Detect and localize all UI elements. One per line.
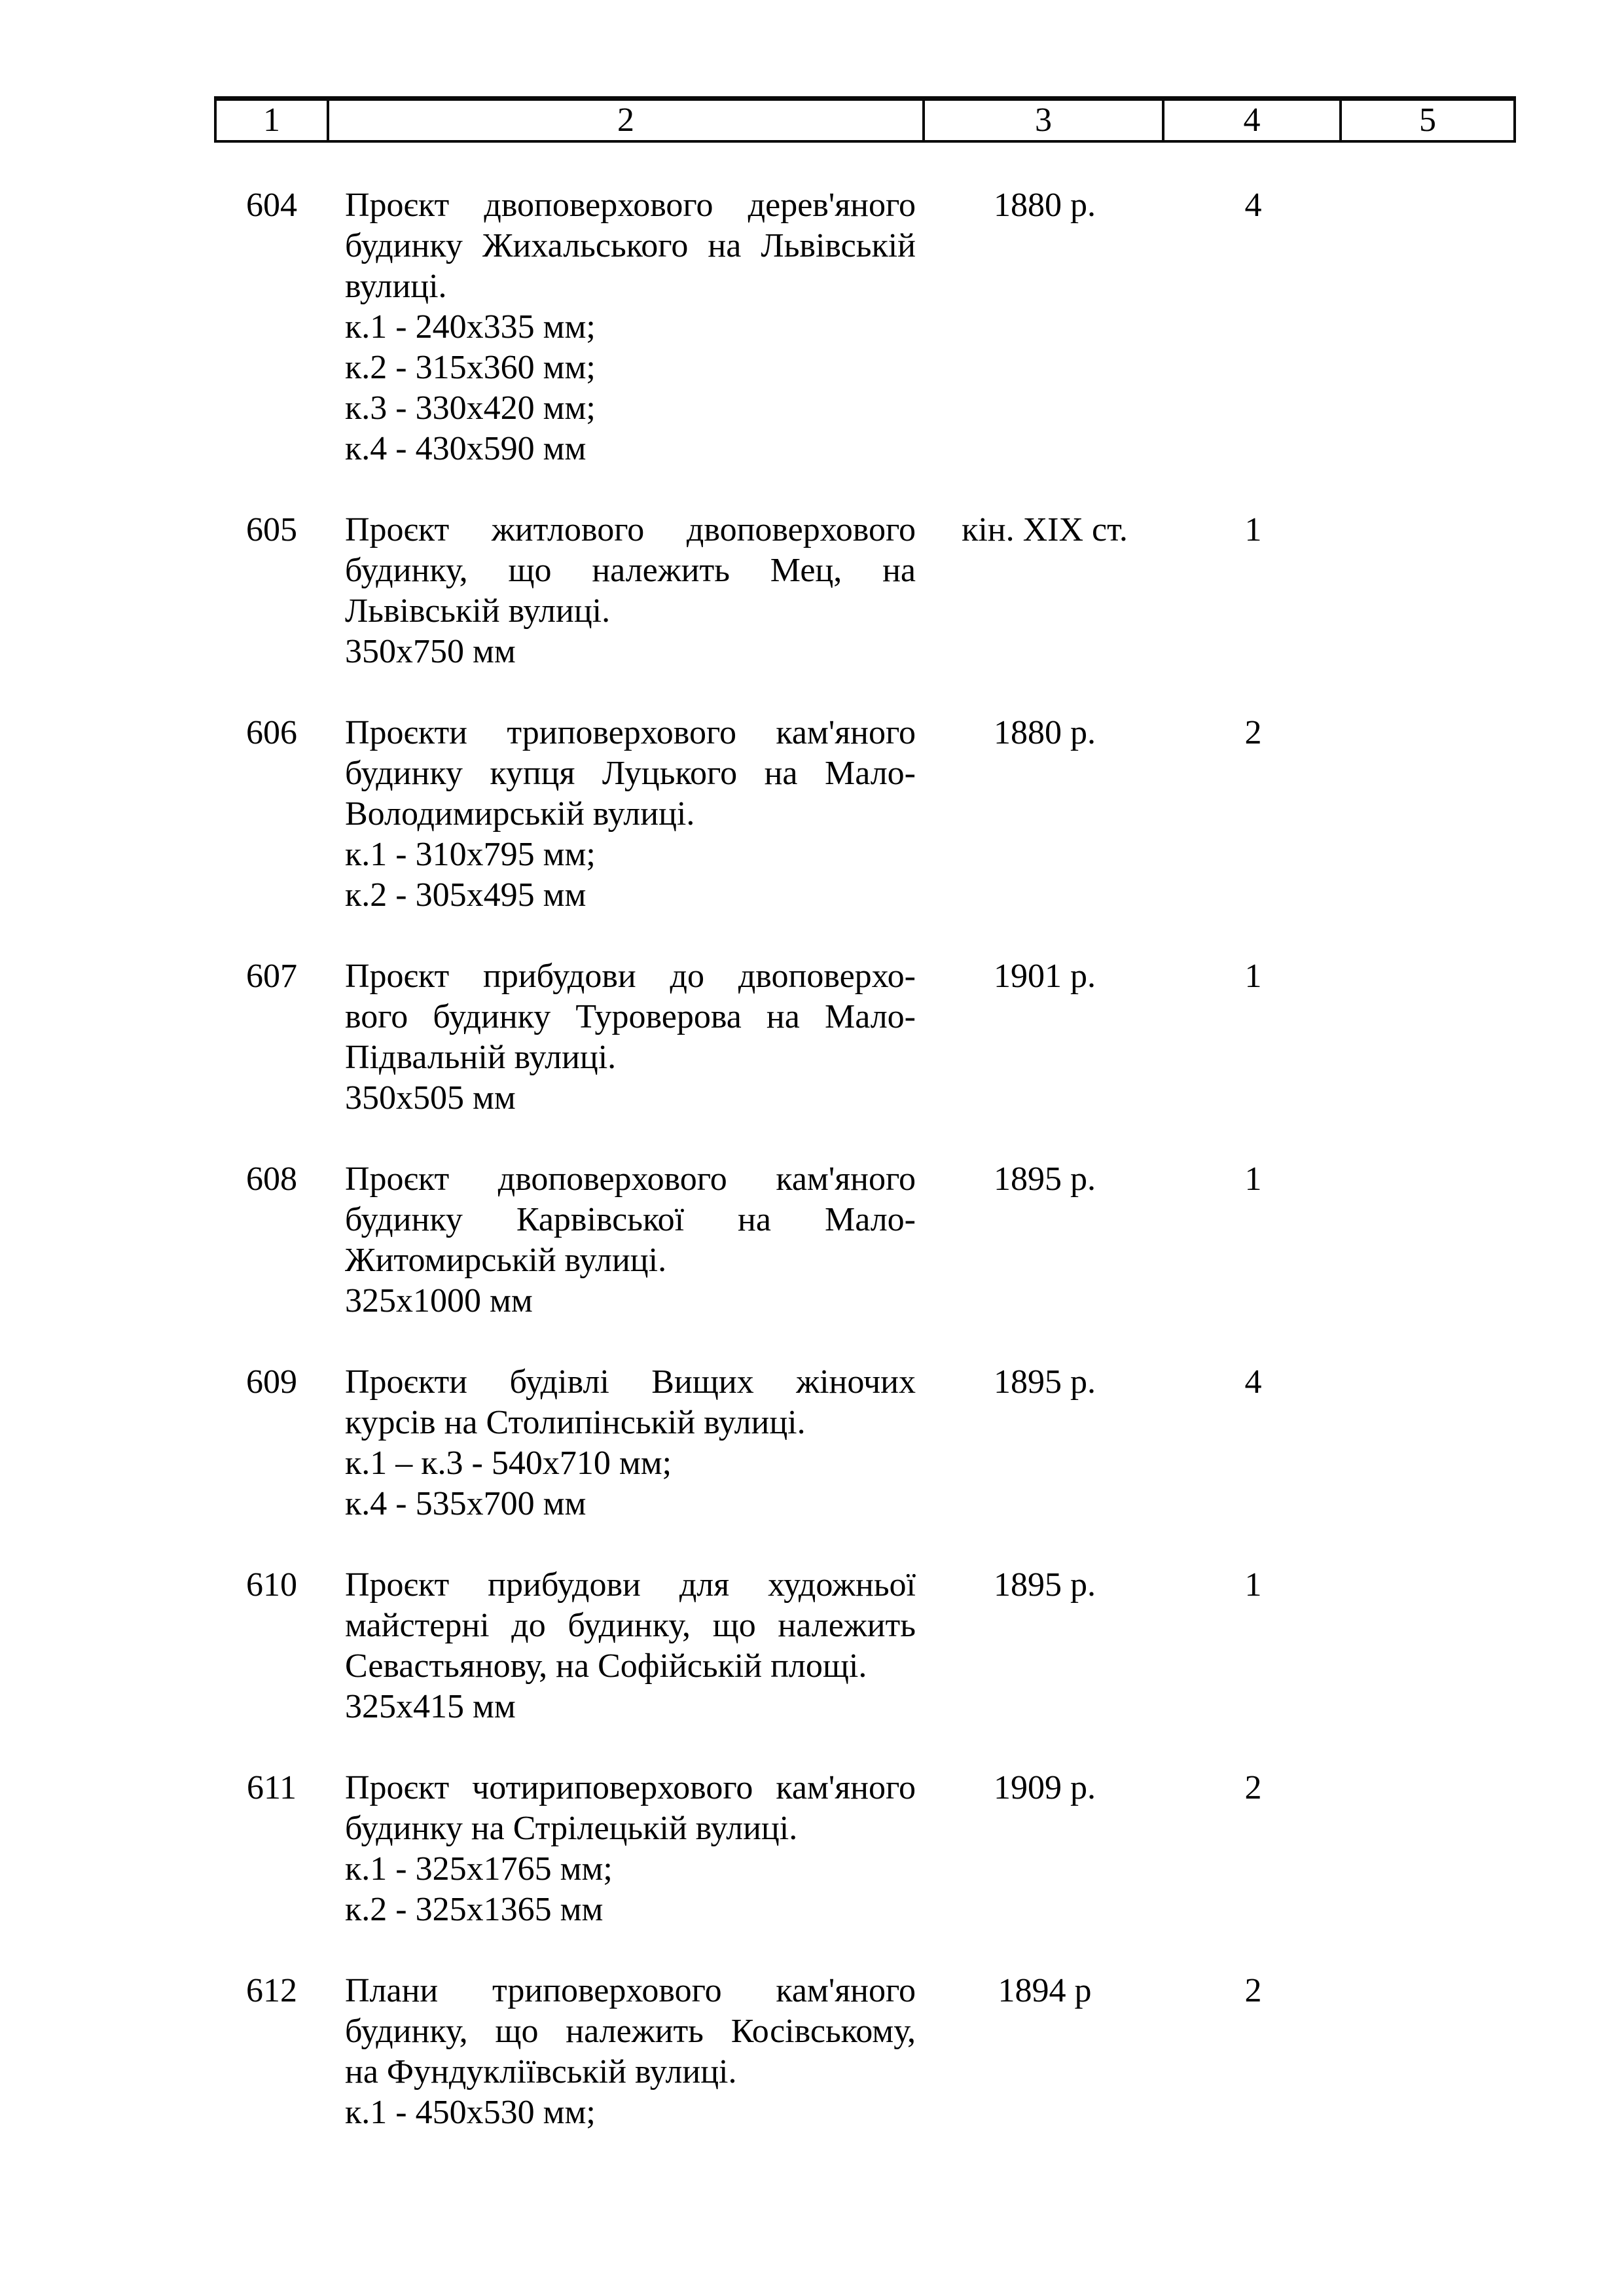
description-line: будинку на Стрілецькій вулиці. [345, 1810, 798, 1847]
dimension-line: к.4 - 430х590 мм [345, 430, 586, 467]
dimension-line: к.1 - 310х795 мм; [345, 836, 596, 873]
entry-description [329, 713, 925, 916]
entry-date: 1880 р. [994, 714, 1096, 751]
table-row [214, 510, 1516, 672]
entry-empty-cell [1342, 1159, 1516, 1200]
dimension-line: 325х415 мм [345, 1688, 516, 1725]
entry-description [329, 1768, 925, 1930]
entry-number: 612 [246, 1972, 297, 2009]
entry-count: 2 [1244, 714, 1262, 751]
entry-empty-cell [1342, 1362, 1516, 1403]
description-line: будинку, що належить Мец, на [345, 552, 916, 589]
entry-description [329, 956, 925, 1119]
dimension-line: к.1 - 240х335 мм; [345, 308, 596, 346]
description-line: будинку, що належить Косівському, [345, 2013, 916, 2050]
description-line: Проєкт чотириповерхового кам'яного [345, 1769, 916, 1806]
entry-empty-cell [1342, 713, 1516, 753]
description-line: Севастьянову, на Софійській площі. [345, 1647, 867, 1685]
description-line: Львівській вулиці. [345, 592, 611, 630]
table-row [214, 1565, 1516, 1727]
description-line: Володимирській вулиці. [345, 795, 695, 833]
entry-empty-cell [1342, 1768, 1516, 1808]
description-line: вулиці. [345, 268, 447, 305]
description-line: майстерні до будинку, що належить [345, 1607, 916, 1644]
dimension-line: к.2 - 325х1365 мм [345, 1891, 604, 1928]
dimension-line: к.3 - 330х420 мм; [345, 389, 596, 427]
description-line: курсів на Столипінській вулиці. [345, 1404, 806, 1441]
entry-count: 1 [1244, 1566, 1262, 1604]
description-line: Проєкти будівлі Вищих жіночих [345, 1363, 916, 1401]
entry-description [329, 1159, 925, 1321]
description-line: Підвальній вулиці. [345, 1039, 617, 1076]
dimension-line: 350х750 мм [345, 633, 516, 670]
dimension-line: к.2 - 305х495 мм [345, 876, 586, 914]
description-line: Проєкт двоповерхового дерев'яного [345, 187, 916, 224]
description-line: Проєкт прибудови до двоповерхо- [345, 958, 916, 995]
entry-number: 608 [246, 1160, 297, 1198]
entry-date: 1901 р. [994, 958, 1096, 995]
dimension-line: к.2 - 315х360 мм; [345, 349, 596, 386]
column-header-4: 4 [1164, 101, 1342, 140]
description-line: Плани триповерхового кам'яного [345, 1972, 916, 2009]
entry-count: 1 [1244, 1160, 1262, 1198]
entry-date: кін. XIX ст. [962, 511, 1128, 548]
entry-date: 1909 р. [994, 1769, 1096, 1806]
entry-number: 606 [246, 714, 297, 751]
column-header-2: 2 [329, 101, 925, 140]
description-line: на Фундукліївській вулиці. [345, 2053, 737, 2090]
description-line: Проєкт прибудови для художньої [345, 1566, 916, 1604]
entry-empty-cell [1342, 185, 1516, 226]
entry-count: 1 [1244, 511, 1262, 548]
table-row [214, 1362, 1516, 1524]
column-header-1: 1 [217, 101, 329, 140]
entry-description [329, 1565, 925, 1727]
column-header-3: 3 [925, 101, 1164, 140]
table-row [214, 185, 1516, 469]
table-row [214, 713, 1516, 916]
entry-date: 1894 р [998, 1972, 1092, 2009]
entry-date: 1895 р. [994, 1566, 1096, 1604]
dimension-line: к.1 – к.3 - 540х710 мм; [345, 1444, 672, 1482]
entry-number: 609 [246, 1363, 297, 1401]
description-line: будинку Карвівської на Мало- [345, 1201, 916, 1238]
column-header-5: 5 [1419, 101, 1436, 139]
entry-date: 1895 р. [994, 1363, 1096, 1401]
dimension-line: к.4 - 535х700 мм [345, 1485, 586, 1522]
description-line: Житомирській вулиці. [345, 1242, 667, 1279]
entry-number: 605 [246, 511, 297, 548]
table-row [214, 956, 1516, 1119]
table-row [214, 1971, 1516, 2133]
description-line: Проєкт житлового двоповерхового [345, 511, 916, 548]
dimension-line: к.1 - 450х530 мм; [345, 2094, 596, 2131]
entry-count: 4 [1244, 187, 1262, 224]
entry-number: 610 [246, 1566, 297, 1604]
entry-empty-cell [1342, 1565, 1516, 1605]
entries [214, 185, 1516, 2174]
entry-number: 611 [246, 1769, 297, 1806]
entry-date: 1895 р. [994, 1160, 1096, 1198]
description-line: Проєкт двоповерхового кам'яного [345, 1160, 916, 1198]
description-line: Проєкти триповерхового кам'яного [345, 714, 916, 751]
entry-description [329, 1971, 925, 2133]
entry-date: 1880 р. [994, 187, 1096, 224]
entry-empty-cell [1342, 1971, 1516, 2011]
description-line: вого будинку Туроверова на Мало- [345, 998, 916, 1035]
entry-empty-cell [1342, 956, 1516, 997]
description-line: будинку Жихальського на Львівській [345, 227, 916, 264]
entry-number: 604 [246, 187, 297, 224]
entry-count: 4 [1244, 1363, 1262, 1401]
dimension-line: 350х505 мм [345, 1079, 516, 1117]
description-line: будинку купця Луцького на Мало- [345, 755, 916, 792]
dimension-line: к.1 - 325х1765 мм; [345, 1850, 613, 1888]
dimension-line: 325х1000 мм [345, 1282, 533, 1319]
entry-count: 2 [1244, 1769, 1262, 1806]
entry-count: 2 [1244, 1972, 1262, 2009]
entry-description [329, 185, 925, 469]
entry-description [329, 1362, 925, 1524]
table-row [214, 1768, 1516, 1930]
table-row [214, 1159, 1516, 1321]
entry-description [329, 510, 925, 672]
entry-number: 607 [246, 958, 297, 995]
entry-empty-cell [1342, 510, 1516, 550]
entry-count: 1 [1244, 958, 1262, 995]
table-header-row [214, 96, 1516, 143]
